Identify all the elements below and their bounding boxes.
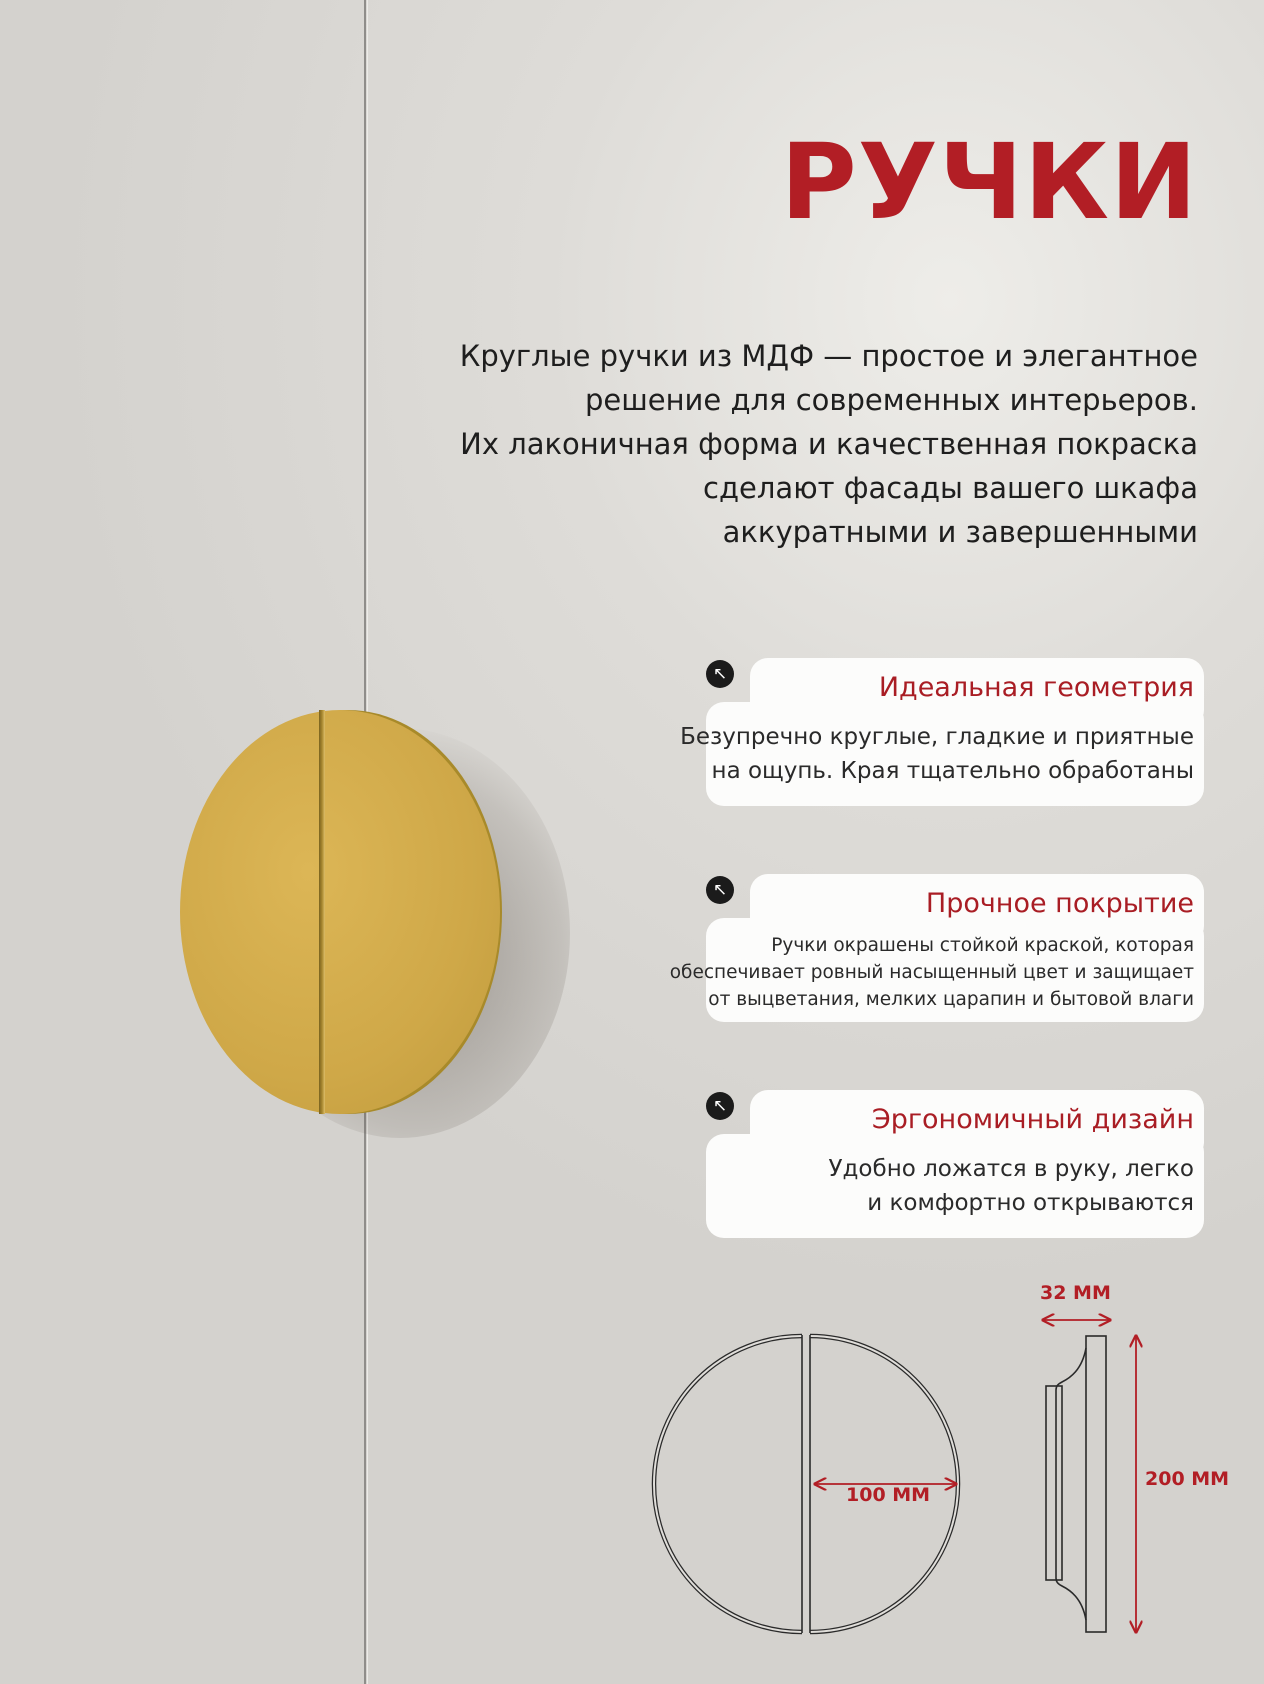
arrow-up-left-icon: ↖ — [706, 876, 734, 904]
intro-line: сделают фасады вашего шкафа — [703, 471, 1198, 505]
feature-title: Идеальная геометрия — [878, 672, 1194, 703]
feature-line: Удобно ложатся в руку, легко — [828, 1156, 1194, 1182]
intro-line: решение для современных интерьеров. — [584, 383, 1198, 417]
feature-line: Безупречно круглые, гладкие и приятные — [680, 724, 1194, 750]
feature-line: от выцветания, мелких царапин и бытовой влаги — [708, 989, 1194, 1010]
feature-line: и комфортно открываются — [867, 1190, 1194, 1216]
radius-label: 100 ММ — [846, 1484, 931, 1506]
intro-line: Их лаконичная форма и качественная покраска — [460, 427, 1198, 461]
feature-line: обеспечивает ровный насыщенный цвет и защищает — [669, 962, 1194, 983]
side-view-drawing — [1046, 1336, 1106, 1632]
intro-line: аккуратными и завершенными — [722, 515, 1198, 549]
feature-title: Эргономичный дизайн — [871, 1104, 1194, 1135]
depth-label: 32 ММ — [1040, 1282, 1111, 1304]
height-label: 200 ММ — [1145, 1468, 1230, 1490]
feature-title: Прочное покрытие — [925, 888, 1194, 919]
intro-line: Круглые ручки из МДФ — простое и элегантное — [459, 339, 1198, 373]
arrow-up-left-icon: ↖ — [706, 660, 734, 688]
feature-line: Ручки окрашены стойкой краской, которая — [771, 935, 1194, 956]
page-title: РУЧКИ — [780, 121, 1198, 243]
arrow-up-left-icon: ↖ — [706, 1092, 734, 1120]
feature-line: на ощупь. Края тщательно обработаны — [711, 758, 1194, 784]
